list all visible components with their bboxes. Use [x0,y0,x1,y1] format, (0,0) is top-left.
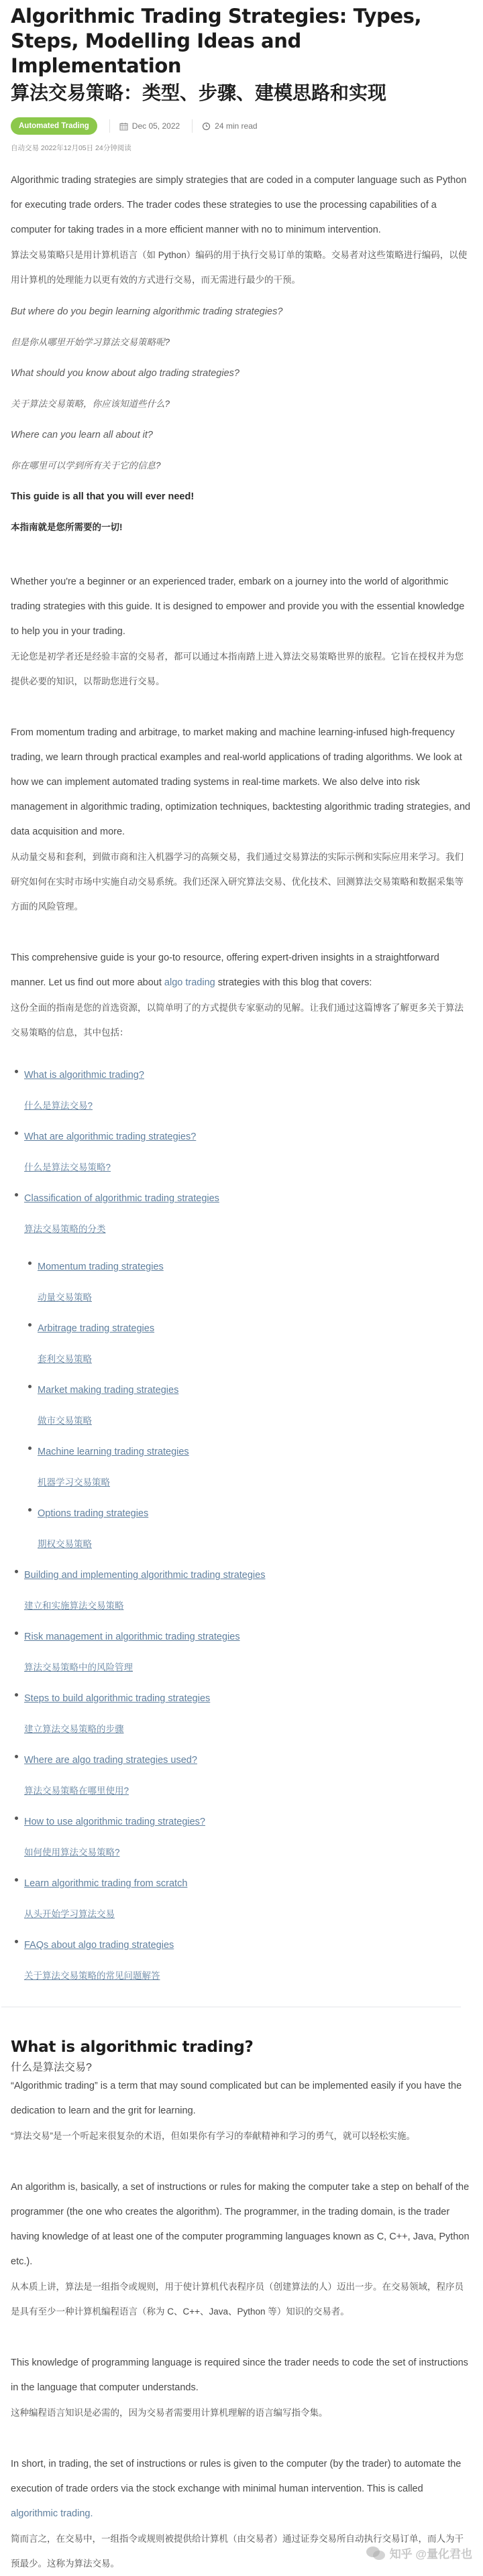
bullet-icon [28,1262,32,1265]
bullet-icon [15,1193,18,1197]
programming-paragraph-zh: 这种编程语言知识是必需的，因为交易者需要用计算机理解的语言编写指令集。 [11,2408,328,2418]
toc-subitem [24,1436,472,1498]
toc-item [11,1745,472,1806]
topics-paragraph-en: From momentum trading and arbitrage, to market making and machine learning-infused high-frequency trading, we learn through practical examples and real-world applications of trading algorithms. We look at how we can implement automated trading systems in real-time markets. We also delve into risk management in algorithmic trading, optimization techniques, backtesting algorithmic trading strategies, and data acquisition and more. [11,727,471,837]
clock-icon [202,122,211,131]
journey-paragraph-en: Whether you're a beginner or an experienced trader, embark on a journey into the world of algorithmic trading strategies with this guide. It is designed to empower and provide you with the essential knowledge to help you in your trading. [11,576,465,637]
publish-date [119,121,180,131]
toc-link-zh[interactable]: 算法交易策略在哪里使用? [24,1786,129,1796]
algorithmic-trading-link[interactable]: algorithmic trading. [11,2508,93,2519]
bullet-icon [15,1817,18,1820]
bullet-icon [15,1632,18,1635]
covers-paragraph-zh: 这份全面的指南是您的首选资源，以简单明了的方式提供专家驱动的见解。让我们通过这篇博客了解更多关于算法交易策略的信息，其中包括： [11,1003,464,1038]
watermark-text: 知乎 @量化君也 [389,2548,472,2561]
toc-item [11,1060,472,1121]
bullet-icon [15,1070,18,1073]
bullet-icon [15,1131,18,1135]
section-heading-en: What is algorithmic trading? [11,2038,254,2056]
bullet-icon [28,1385,32,1388]
toc-link-zh[interactable]: 套利交易策略 [38,1354,92,1364]
bullet-icon [15,1570,18,1573]
toc-item [11,1183,472,1560]
toc-link-what-are-strategies[interactable]: What are algorithmic trading strategies? [24,1131,197,1142]
question-en: But where do you begin learning algorithmic trading strategies? [11,306,283,317]
toc-link-zh[interactable]: 算法交易策略中的风险管理 [24,1662,133,1672]
toc-link-zh[interactable]: 建立和实施算法交易策略 [24,1601,124,1611]
bullet-icon [15,1755,18,1758]
toc-item [11,1806,472,1868]
toc-link-steps[interactable]: Steps to build algorithmic trading strategies [24,1693,211,1704]
toc-item [11,1868,472,1930]
question-zh: 关于算法交易策略，你应该知道些什么? [11,399,170,409]
algorithm-paragraph-zh: 从本质上讲，算法是一组指令或规则，用于使计算机代表程序员（创建算法的人）迈出一步。在交易领域，程序员是具有至少一种计算机编程语言（称为 C、C++、Java、Python 等）知识的交易者。 [11,2282,464,2317]
toc-sublist [24,1251,472,1560]
toc-link-where-used[interactable]: Where are algo trading strategies used? [24,1755,197,1766]
meta-divider [192,119,193,133]
guide-statement-zh: 本指南就是您所需要的一切! [11,522,123,532]
bullet-icon [15,1940,18,1943]
toc-link-faqs[interactable]: FAQs about algo trading strategies [24,1940,174,1951]
toc-item [11,1621,472,1683]
toc-subitem [24,1375,472,1436]
toc-link-zh[interactable]: 什么是算法交易策略? [24,1162,111,1172]
toc-link-zh[interactable]: 什么是算法交易? [24,1101,93,1111]
category-badge[interactable]: Automated Trading [11,117,97,135]
toc-link-zh[interactable]: 建立算法交易策略的步骤 [24,1724,124,1734]
toc-link-zh[interactable]: 期权交易策略 [38,1539,92,1549]
toc-subitem [24,1313,472,1375]
meta-translation: 自动交易 2022年12月05日 24分钟阅读 [11,144,131,152]
toc-item [11,1560,472,1621]
summary-paragraph-en: In short, in trading, the set of instructions or rules is given to the computer (by the trader) to automate the execution of trade orders via the stock exchange with minimal human intervention. This is called algorithmic trading. [11,2459,462,2519]
watermark [366,2544,472,2561]
toc-item [11,1930,472,1991]
toc-item [11,1683,472,1745]
toc-link-zh[interactable]: 关于算法交易策略的常见问题解答 [24,1971,160,1981]
toc-link-how-to-use[interactable]: How to use algorithmic trading strategies? [24,1817,205,1827]
publish-date-text: Dec 05, 2022 [131,121,180,131]
toc-link-market-making[interactable]: Market making trading strategies [38,1385,179,1396]
read-time [202,121,257,131]
intro-paragraph-zh: 算法交易策略只是用计算机语言（如 Python）编码的用于执行交易订单的策略。交易者对这些策略进行编码，以使用计算机的处理能力以更有效的方式进行交易，而无需进行最少的干预。 [11,250,468,285]
toc-link-zh[interactable]: 如何使用算法交易策略? [24,1847,120,1857]
article-meta [11,116,472,136]
toc-link-arbitrage[interactable]: Arbitrage trading strategies [38,1323,155,1334]
algo-trading-link[interactable]: algo trading [164,977,215,988]
table-of-contents [11,1060,472,1991]
covers-paragraph-en: This comprehensive guide is your go-to resource, offering expert-driven insights in a straightforward manner. Let us find out more about algo trading strategies with this blog that covers: [11,953,439,988]
article-title-en: Algorithmic Trading Strategies: Types, Steps, Modelling Ideas and Implementation [11,5,422,77]
section-heading-zh: 什么是算法交易? [11,2062,92,2073]
toc-subitem [24,1251,472,1313]
toc-link-zh[interactable]: 算法交易策略的分类 [24,1224,106,1234]
toc-item [11,1121,472,1183]
toc-link-building[interactable]: Building and implementing algorithmic trading strategies [24,1570,266,1581]
toc-link-machine-learning[interactable]: Machine learning trading strategies [38,1447,189,1457]
journey-paragraph-zh: 无论您是初学者还是经验丰富的交易者，都可以通过本指南踏上进入算法交易策略世界的旅程。它旨在授权并为您提供必要的知识，以帮助您进行交易。 [11,652,464,686]
guide-statement-en: This guide is all that you will ever need! [11,491,195,502]
section-divider [1,2006,461,2008]
meta-divider [109,119,110,133]
bullet-icon [28,1508,32,1512]
programming-paragraph-en: This knowledge of programming language is required since the trader needs to code the set of instructions in the language that computer understands. [11,2357,468,2393]
topics-paragraph-zh: 从动量交易和套利，到做市商和注入机器学习的高频交易，我们通过交易算法的实际示例和实际应用来学习。我们研究如何在实时市场中实施自动交易系统。我们还深入研究算法交易、优化技术、回测算法交易策略和数据采集等方面的风险管理。 [11,852,464,912]
definition-paragraph-zh: “算法交易”是一个听起来很复杂的术语，但如果你有学习的奉献精神和学习的勇气，就可以轻松实施。 [11,2131,415,2141]
question-en: What should you know about algo trading strategies? [11,368,239,379]
toc-link-classification[interactable]: Classification of algorithmic trading strategies [24,1193,219,1204]
article-title-zh: 算法交易策略：类型、步骤、建模思路和实现 [11,82,387,104]
bullet-icon [15,1878,18,1882]
bullet-icon [15,1693,18,1697]
toc-link-learn-from-scratch[interactable]: Learn algorithmic trading from scratch [24,1878,188,1889]
toc-link-zh[interactable]: 做市交易策略 [38,1416,92,1426]
toc-link-zh[interactable]: 动量交易策略 [38,1292,92,1302]
toc-link-momentum[interactable]: Momentum trading strategies [38,1262,164,1272]
summary-paragraph-zh: 简而言之，在交易中，一组指令或规则被提供给计算机（由交易者）通过证券交易所自动执行交易订单，而人为干预最少。这称为算法交易。 [11,2534,464,2569]
toc-link-options[interactable]: Options trading strategies [38,1508,149,1519]
question-zh: 你在哪里可以学到所有关于它的信息? [11,461,161,471]
toc-subitem [24,1498,472,1560]
intro-paragraph-en: Algorithmic trading strategies are simply strategies that are coded in a computer language such as Python for executing trade orders. The trader codes these strategies to use the processing capabilities of a computer for taking trades in a more efficient manner with no to minimum intervention. [11,175,467,235]
definition-paragraph-en: “Algorithmic trading” is a term that may sound complicated but can be implemented easily if you have the dedication to learn and the grit for learning. [11,2081,462,2116]
question-en: Where can you learn all about it? [11,430,153,440]
toc-link-zh[interactable]: 从头开始学习算法交易 [24,1909,115,1919]
algorithm-paragraph-en: An algorithm is, basically, a set of instructions or rules for making the computer take a step on behalf of the programmer (the one who creates the algorithm). The programmer, in the trading domain, is the trader having knowledge of at least one of the computer programming languages known as C, C++, Java, Python etc.). [11,2182,470,2267]
read-time-text: 24 min read [215,121,258,131]
toc-link-zh[interactable]: 机器学习交易策略 [38,1477,110,1487]
toc-link-risk-management[interactable]: Risk management in algorithmic trading strategies [24,1632,240,1642]
bullet-icon [28,1323,32,1327]
toc-link-what-is-algo-trading[interactable]: What is algorithmic trading? [24,1070,144,1081]
question-zh: 但是你从哪里开始学习算法交易策略呢? [11,337,170,347]
wechat-icon [366,2545,386,2561]
bullet-icon [28,1447,32,1450]
calendar-icon [119,122,128,131]
